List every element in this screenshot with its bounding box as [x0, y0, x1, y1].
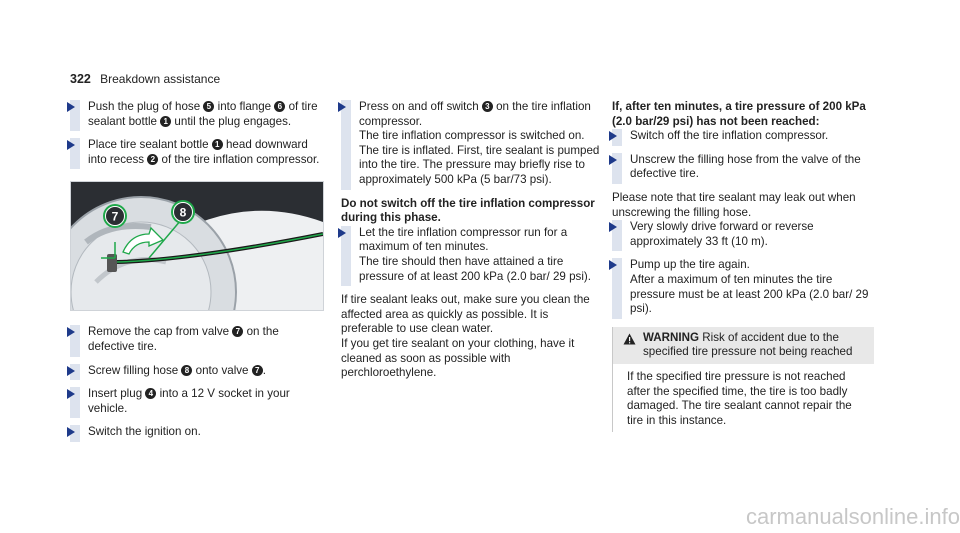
callout-5: 5	[203, 101, 214, 112]
step-arrow-icon	[609, 260, 617, 270]
callout-6: 6	[274, 101, 285, 112]
warning-box	[612, 327, 874, 433]
step-pump-again: Pump up the tire again. After a maximum of ten minutes the tire pressure must be at least 200 kPa (2.0 bar/ 29 psi).	[612, 258, 874, 316]
callout-1: 1	[160, 116, 171, 127]
step-arrow-icon	[609, 222, 617, 232]
step-screw-hose: Screw filling hose 8 onto valve 7 .	[70, 364, 322, 379]
step-arrow-icon	[67, 140, 75, 150]
step-result: The tire inflation compressor is switched on. The tire is inflated. First, tire sealant is pumped into the tire. The pressure may briefly rise to approximately 500 kPa (5 bar/73 psi).	[359, 129, 600, 186]
step-let-run: Let the tire inflation compressor run for a maximum of ten minutes. The tire should then have attained a tire pressure of at least 200 kPa (2.0 bar/ 29 psi).	[341, 226, 603, 284]
figure-label-7: 7	[111, 209, 119, 224]
condition-heading: If, after ten minutes, a tire pressure of 200 kPa (2.0 bar/29 psi) has not been reached:	[612, 100, 866, 128]
step-arrow-icon	[67, 389, 75, 399]
step-insert-plug: Insert plug 4 into a 12 V socket in your vehicle.	[70, 387, 322, 416]
step-arrow-icon	[338, 102, 346, 112]
callout-8: 8	[181, 365, 192, 376]
warning-triangle-icon	[623, 333, 636, 345]
step-arrow-icon	[338, 228, 346, 238]
page-number: 322	[70, 72, 91, 86]
step-ignition-on: Switch the ignition on.	[70, 425, 322, 440]
callout-3: 3	[482, 101, 493, 112]
phase-heading: Do not switch off the tire inflation compressor during this phase.	[341, 196, 595, 225]
column-middle	[341, 100, 603, 381]
callout-4: 4	[145, 388, 156, 399]
step-arrow-icon	[609, 131, 617, 141]
callout-7: 7	[232, 326, 243, 337]
tire-valve-drawing	[71, 182, 323, 310]
callout-2: 2	[147, 154, 158, 165]
step-switch-off: Switch off the tire inflation compressor.	[612, 129, 874, 144]
step-arrow-icon	[67, 427, 75, 437]
section-title: Breakdown assistance	[100, 72, 221, 86]
step-arrow-icon	[67, 102, 75, 112]
figure-label-8: 8	[179, 205, 187, 220]
step-push-plug: Push the plug of hose 5 into flange 6 of tire sealant bottle 1 until the plug engages.	[70, 100, 322, 129]
callout-1: 1	[212, 139, 223, 150]
step-result: The tire should then have attained a tire pressure of at least 200 kPa (2.0 bar/ 29 psi).	[359, 254, 591, 283]
warning-label: WARNING	[643, 330, 700, 344]
warning-body: If the specified tire pressure is not reached after the specified time, the tire is too badly damaged. The tire sealant cannot repair the tire in this instance.	[627, 369, 852, 427]
warning-title: Risk of accident due to the specified tire pressure not being reached	[643, 330, 853, 359]
callout-7: 7	[252, 365, 263, 376]
leak-warning-note: Please note that tire sealant may leak out when unscrewing the filling hose.	[612, 190, 856, 219]
step-remove-cap: Remove the cap from valve 7 on the defective tire.	[70, 325, 322, 354]
step-place-bottle: Place tire sealant bottle 1 head downward into recess 2 of the tire inflation compressor.	[70, 138, 322, 167]
column-left	[70, 100, 322, 449]
warning-header	[613, 327, 874, 364]
page-header	[70, 72, 220, 88]
step-drive-slowly: Very slowly drive forward or reverse approximately 33 ft (10 m).	[612, 220, 874, 249]
column-right	[612, 100, 874, 432]
step-arrow-icon	[67, 366, 75, 376]
leak-note: If tire sealant leaks out, make sure you clean the affected area as quickly as possible. It is preferable to use clean water.	[341, 293, 590, 336]
tire-valve-illustration	[70, 181, 324, 311]
watermark: carmanualsonline.info	[745, 504, 960, 530]
step-arrow-icon	[609, 155, 617, 165]
step-unscrew-hose: Unscrew the filling hose from the valve of the defective tire.	[612, 153, 874, 182]
step-press-switch: Press on and off switch 3 on the tire inflation compressor. The tire inflation compressor is switched on. The tire is inflated. First, tire sealant is pumped into the tire. The pressure may briefly rise to approximately 500 kPa (5 bar/73 psi).	[341, 100, 603, 188]
step-result: After a maximum of ten minutes the tire pressure must be at least 200 kPa (2.0 bar/ 29 psi).	[630, 272, 869, 316]
clothing-note: If you get tire sealant on your clothing, have it cleaned as soon as possible with perchloroethylene.	[341, 336, 575, 380]
step-arrow-icon	[67, 327, 75, 337]
